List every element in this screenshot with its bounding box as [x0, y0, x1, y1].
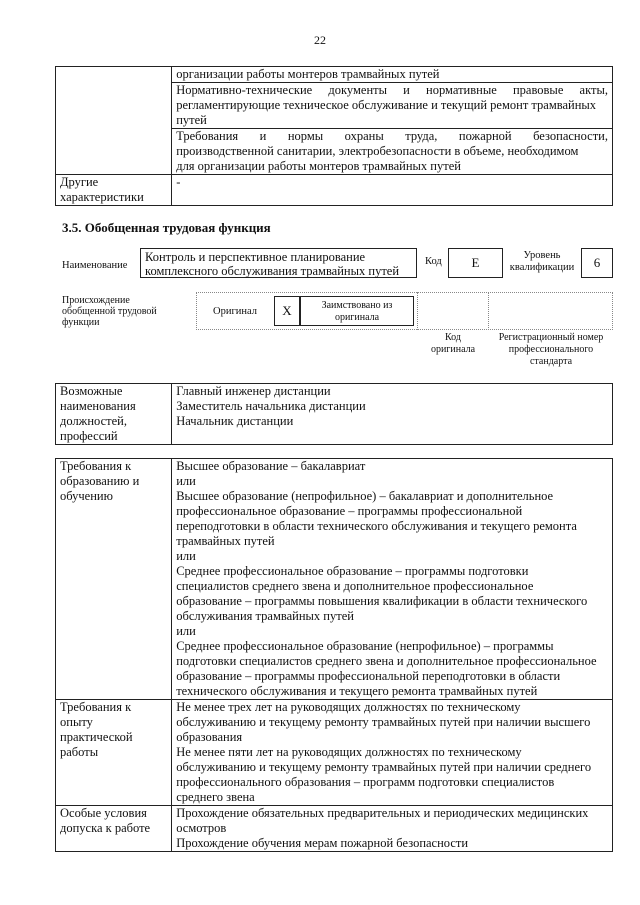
table-cell	[172, 67, 613, 83]
positions-table	[55, 383, 613, 445]
cell-line: Прохождение обязательных предварительных и периодических медицинских	[176, 806, 589, 820]
cell-line: для организации работы монтеров трамвайных путей	[176, 159, 461, 173]
caption-line: Код	[445, 332, 461, 343]
empty-label-cell	[56, 67, 172, 175]
name-label: Наименование	[62, 260, 128, 271]
level-value-box: 6	[581, 248, 613, 278]
cell-line: Высшее образование (непрофильное) – бакалавриат и дополнительное	[176, 489, 554, 503]
level-label	[503, 250, 581, 274]
page-number: 22	[314, 33, 326, 47]
cell-line: технического обслуживания и текущего ремонта трамвайных путей	[176, 684, 538, 698]
function-name-line: Контроль и перспективное планирование	[145, 250, 366, 264]
cell-line: Главный инженер дистанции	[176, 384, 331, 398]
cell-line: Не менее пяти лет на руководящих должностях по техническому	[176, 745, 522, 759]
cell-line: производственной санитарии, электробезопасности в объеме, необходимом	[176, 144, 579, 158]
cell-line: путей	[176, 113, 207, 127]
label-line: работы	[60, 745, 99, 759]
table-row	[56, 175, 613, 206]
cell-line: Заместитель начальника дистанции	[176, 399, 366, 413]
cell-line: обслуживанию и текущему ремонту трамвайных путей при наличии среднего	[176, 760, 592, 774]
cell-line: среднего звена	[176, 790, 255, 804]
cell-line: осмотров	[176, 821, 227, 835]
cell-line: Не менее трех лет на руководящих должностях по техническому	[176, 700, 521, 714]
table-cell	[172, 175, 613, 206]
origin-label-line: Происхождение	[62, 295, 130, 306]
table-row	[56, 67, 613, 83]
cell-line: Нормативно-технические документы и нормативные правовые акты,	[176, 83, 608, 97]
cell-line: образование – программы повышения квалификации в области технического	[176, 594, 588, 608]
table-cell	[172, 700, 613, 806]
table-row	[56, 806, 613, 852]
table-row	[56, 384, 613, 445]
cell-line: или	[176, 474, 196, 488]
label-line: допуска к работе	[60, 821, 151, 835]
caption-line: оригинала	[430, 344, 476, 355]
table-cell	[172, 83, 613, 129]
code-original-field	[417, 292, 489, 330]
cell-line: или	[176, 549, 196, 563]
table-row	[56, 459, 613, 700]
cell-line: профессионального образования – программ подготовки специалистов	[176, 775, 555, 789]
origin-label-line: функции	[62, 317, 100, 328]
label-line: Особые условия	[60, 806, 147, 820]
table-cell	[172, 129, 613, 175]
cell-text: -	[176, 175, 181, 189]
label-line: характеристики	[60, 190, 144, 204]
original-label: Оригинал	[213, 306, 257, 317]
table-cell	[172, 806, 613, 852]
cell-line: обслуживанию и текущему ремонту трамвайных путей при наличии высшего	[176, 715, 591, 729]
caption-line: стандарта	[529, 356, 573, 367]
table-cell	[172, 459, 613, 700]
borrowed-line: Заимствовано из	[321, 300, 393, 311]
cell-line: Среднее профессиональное образование – программы подготовки	[176, 564, 529, 578]
cell-line: образования	[176, 730, 243, 744]
level-label-line: квалификации	[509, 262, 575, 273]
original-mark-box: X	[274, 296, 300, 326]
cell-line: Начальник дистанции	[176, 414, 294, 428]
cell-line: Требования и нормы охраны труда, пожарной безопасности,	[176, 129, 608, 143]
cell-line: Прохождение обучения мерам пожарной безопасности	[176, 836, 469, 850]
table-cell	[172, 384, 613, 445]
cell-line: подготовки специалистов среднего звена и дополнительное профессиональное	[176, 654, 597, 668]
cell-text: организации работы монтеров трамвайных путей	[176, 67, 440, 81]
label-line: профессий	[60, 429, 118, 443]
section-heading: 3.5. Обобщенная трудовая функция	[62, 220, 271, 235]
cell-line: регламентирующие техническое обслуживание и текущий ремонт трамвайных	[176, 98, 597, 112]
cell-line: образование – программы профессиональной переподготовки в области	[176, 669, 561, 683]
label-line: обучению	[60, 489, 113, 503]
code-original-caption	[417, 332, 489, 356]
cell-line: или	[176, 624, 196, 638]
label-line: опыту	[60, 715, 93, 729]
code-value-box: E	[448, 248, 503, 278]
caption-line: Регистрационный номер	[498, 332, 604, 343]
cell-line: трамвайных путей	[176, 534, 275, 548]
table-label-cell	[56, 700, 172, 806]
borrowed-line: оригинала	[334, 312, 380, 323]
table-label-cell	[56, 459, 172, 700]
label-line: Требования к	[60, 700, 132, 714]
label-line: должностей,	[60, 414, 127, 428]
cell-line: Среднее профессиональное образование (непрофильное) – программы	[176, 639, 554, 653]
level-label-line: Уровень	[523, 250, 561, 261]
borrowed-box	[300, 296, 414, 326]
cell-line: специалистов среднего звена и дополнительное профессиональное	[176, 579, 534, 593]
label-line: Требования к	[60, 459, 132, 473]
cell-line: профессиональное образование – программы профессиональной	[176, 504, 523, 518]
table-label-cell	[56, 384, 172, 445]
cell-line: переподготовки в области технического обслуживания и текущего ремонта	[176, 519, 577, 533]
function-name-line: комплексного обслуживания трамвайных путей	[145, 264, 400, 278]
cell-line: обслуживания трамвайных путей	[176, 609, 354, 623]
reg-number-caption	[489, 332, 613, 368]
origin-label-line: обобщенной трудовой	[62, 306, 157, 317]
label-line: наименования	[60, 399, 136, 413]
caption-line: профессионального	[508, 344, 594, 355]
label-line: образованию и	[60, 474, 140, 488]
table-label-cell	[56, 175, 172, 206]
label-line: Возможные	[60, 384, 123, 398]
label-line: Другие	[60, 175, 99, 189]
function-name-box	[140, 248, 417, 278]
top-table	[55, 66, 613, 206]
origin-label	[62, 295, 157, 328]
code-label: Код	[425, 256, 442, 267]
requirements-table	[55, 458, 613, 852]
table-row	[56, 700, 613, 806]
label-line: практической	[60, 730, 133, 744]
table-label-cell	[56, 806, 172, 852]
cell-line: Высшее образование – бакалавриат	[176, 459, 366, 473]
